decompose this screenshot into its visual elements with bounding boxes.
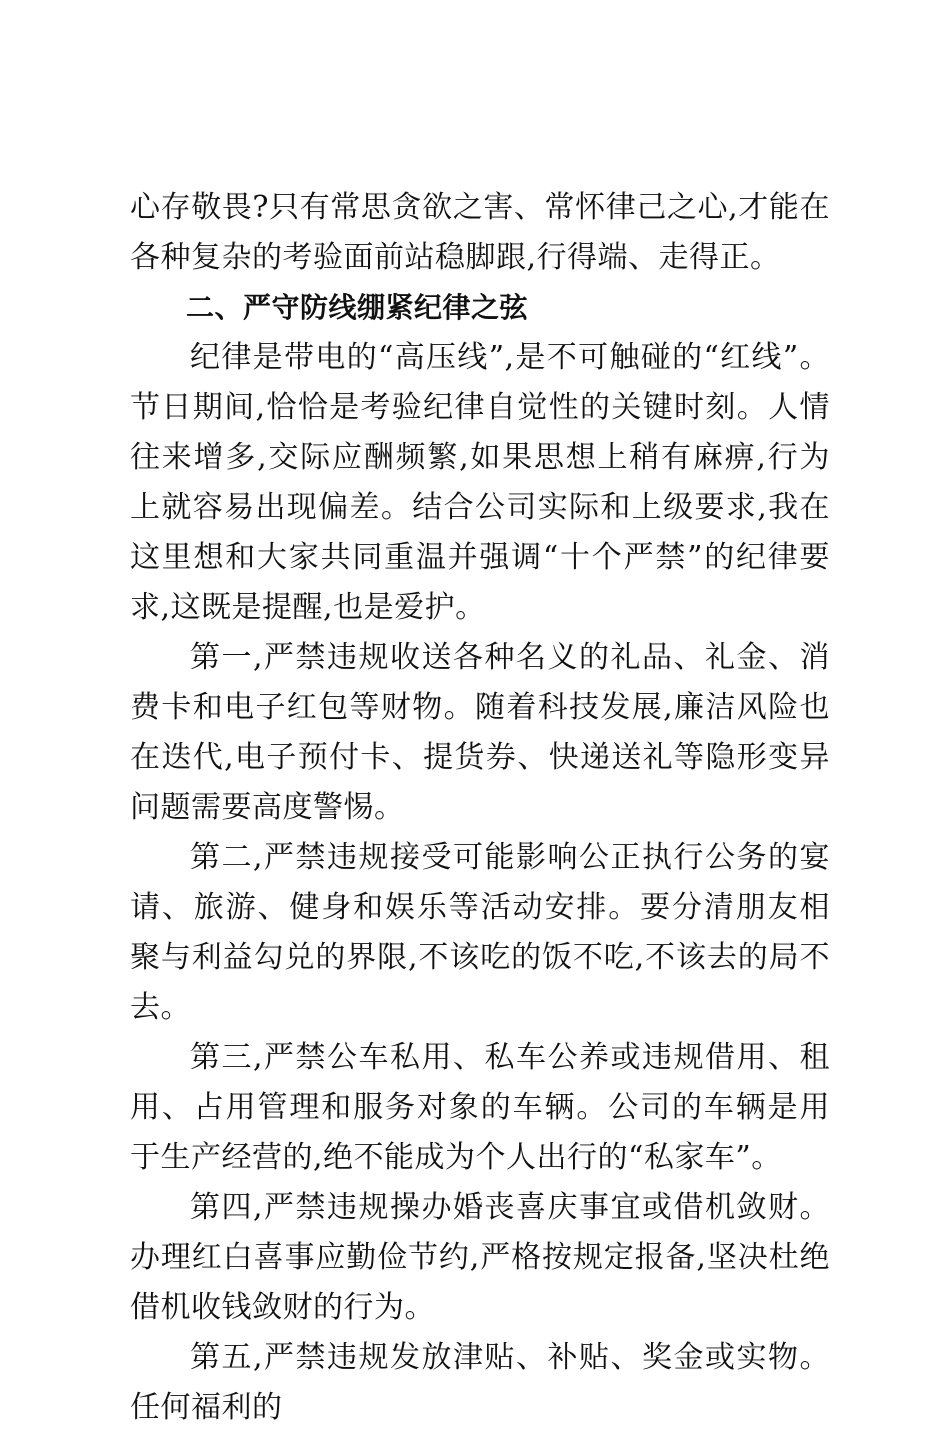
paragraph-rule-5: 第五,严禁违规发放津贴、补贴、奖金或实物。任何福利的: [130, 1340, 830, 1425]
document-body: [130, 183, 830, 1433]
paragraph-rule-3: 第三,严禁公车私用、私车公养或违规借用、租用、占用管理和服务对象的车辆。公司的车辆是用于生产经营的,绝不能成为个人出行的“私家车”。: [130, 1040, 830, 1175]
paragraph-rule-2: 第二,严禁违规接受可能影响公正执行公务的宴请、旅游、健身和娱乐等活动安排。要分清朋友相聚与利益勾兑的界限,不该吃的饭不吃,不该去的局不去。: [130, 840, 830, 1025]
section-heading: 二、严守防线绷紧纪律之弦: [186, 291, 529, 324]
paragraph-rule-4: 第四,严禁违规操办婚丧喜庆事宜或借机敛财。办理红白喜事应勤俭节约,严格按规定报备,坚决杜绝借机收钱敛财的行为。: [130, 1190, 830, 1325]
paragraph-continuation: 心存敬畏?只有常思贪欲之害、常怀律己之心,才能在各种复杂的考验面前站稳脚跟,行得端、走得正。: [130, 190, 830, 275]
paragraph-rule-1: 第一,严禁违规收送各种名义的礼品、礼金、消费卡和电子红包等财物。随着科技发展,廉洁风险也在迭代,电子预付卡、提货券、快递送礼等隐形变异问题需要高度警惕。: [130, 640, 830, 825]
paragraph-intro: 纪律是带电的“高压线”,是不可触碰的“红线”。节日期间,恰恰是考验纪律自觉性的关键时刻。人情往来增多,交际应酬频繁,如果思想上稍有麻痹,行为上就容易出现偏差。结合公司实际和上级要求,我在这里想和大家共同重温并强调“十个严禁”的纪律要求,这既是提醒,也是爱护。: [130, 340, 830, 625]
